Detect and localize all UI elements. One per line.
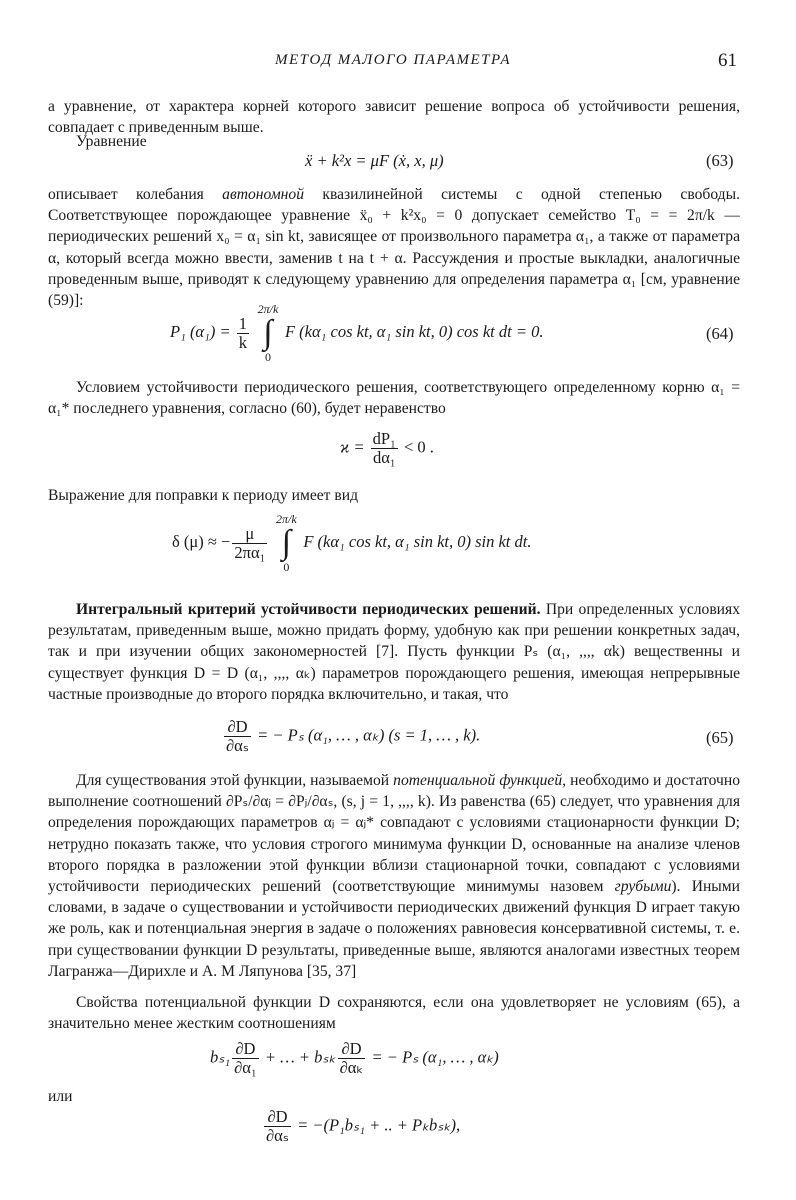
paragraph-8: Свойства потенциальной функции D сохраняются, если она удовлетворяет не условиям (65), а значительно менее жестким соотношениям bbox=[48, 994, 740, 1033]
equation-63-number: (63) bbox=[706, 151, 734, 170]
equation-c-fraction bbox=[264, 1108, 291, 1145]
equation-64-fraction bbox=[237, 315, 249, 352]
equation-65-fraction bbox=[224, 718, 251, 755]
paragraph-4: Условием устойчивости периодического решения, соответствующего определенному корню α₁ = α₁* последнего уравнения, согласно (60), будет неравенство bbox=[48, 379, 740, 418]
equation-b-term-2: + … + bₛₖ bbox=[260, 1047, 336, 1067]
paragraph-7-text-e: ). Иными словами, в задаче о существовании и устойчивости периодических движений функция D играет такую же роль, как и потенциальная энергия в задаче о положениях равновесия консервативной системы, т. е. при существовании функции D результаты, приведенные выше, являются аналогами известных теорем Лагранжа—Дирихле и А. М Ляпунова [35, 37] bbox=[48, 878, 740, 980]
equation-64-integral bbox=[255, 302, 281, 364]
equation-b-frac1-num: ∂D bbox=[232, 1040, 259, 1059]
stability-condition bbox=[340, 430, 434, 467]
stability-rhs: < 0 . bbox=[399, 437, 434, 457]
equation-64-number: (64) bbox=[706, 324, 734, 343]
integral-sign-icon: ∫ bbox=[263, 314, 273, 351]
equation-c bbox=[262, 1108, 460, 1145]
paragraph-7-emphasis-1: потенциальной функцией, bbox=[393, 772, 567, 789]
equation-c-frac-num: ∂D bbox=[264, 1108, 291, 1127]
stability-frac-num: dP₁ bbox=[372, 429, 396, 448]
stability-lhs: ϰ = bbox=[340, 437, 369, 457]
page-number: 61 bbox=[718, 50, 737, 71]
equation-64-lower-limit: 0 bbox=[264, 350, 271, 364]
equation-65-number: (65) bbox=[706, 728, 734, 747]
paragraph-6-text: При определенных условиях результатам, приведенным выше, можно придать форму, удобную как при решении конкретных задач, так и при изучении общих закономерностей [7]. Пусть функции Pₛ (α₁, ,,,, αk) вещественны и существует функция D = D (α₁, ,,,, αₖ) параметров порождающего решения, имеющая непрерывные частные производные до второго порядка включительно, и такая, что bbox=[48, 601, 741, 703]
paragraph-9: или bbox=[48, 1088, 73, 1105]
paragraph-7-emphasis-2: грубыми bbox=[614, 878, 672, 896]
running-title: МЕТОД МАЛОГО ПАРАМЕТРА bbox=[275, 52, 512, 68]
integral-sign-icon: ∫ bbox=[281, 524, 291, 561]
equation-b-frac2-num: ∂D bbox=[338, 1040, 366, 1059]
paragraph-3-text-a: описывает колебания bbox=[48, 186, 223, 203]
paragraph-7-text-a: Для существования этой функции, называемой bbox=[76, 772, 394, 789]
equation-65-frac-den: ∂αₛ bbox=[226, 736, 249, 755]
paragraph-3-text-c: квазилинейной системы с одной степенью свободы. Соответствующее порождающее уравнение ẍ₀ + k²x₀ = 0 допускает семейство T₀ = = 2π/k — периодических решений x₀ = α₁ sin kt, зависящее от произвольного параметра α₁, а также от параметра α, который всегда можно ввести, заменив t на t + α. Рассуждения и простые выкладки, аналогичные проведенным выше, приводят к следующему уравнению для определения параметра α₁ [см, уравнение (59)]: bbox=[48, 186, 740, 310]
paragraph-7 bbox=[48, 770, 740, 982]
equation-b-frac2-den: ∂αₖ bbox=[339, 1058, 364, 1077]
equation-b-term-1: bₛ₁ bbox=[210, 1047, 231, 1067]
paragraph-7-text-c: необходимо и достаточно выполнение соотношений ∂Pₛ/∂αⱼ = ∂Pⱼ/∂αₛ, (s, j = 1, ,,,, k). Из равенства (65) следует, что уравнения для определения порождающих параметров αⱼ = αⱼ* совпадают с условиями стационарности функции D; нетрудно показать также, что условия строгого минимума функции D, основанные на анализе членов второго порядка в разложении этой функции вблизи стационарной точки, совпадают с условиями устойчивости периодических решений (соответствующие минимумы назовем bbox=[48, 772, 740, 896]
equation-65-rhs: = − Pₛ (α₁, … , αₖ) (s = 1, … , k). bbox=[252, 725, 481, 745]
period-fraction bbox=[232, 525, 267, 562]
period-integral bbox=[273, 512, 299, 574]
equation-b-fraction-1 bbox=[232, 1040, 259, 1077]
paragraph-3 bbox=[48, 184, 740, 311]
equation-b bbox=[210, 1040, 499, 1077]
period-correction-equation bbox=[172, 512, 531, 574]
equation-64-upper-limit: 2π/k bbox=[257, 302, 279, 316]
stability-fraction bbox=[371, 430, 398, 467]
paragraph-2: Уравнение bbox=[76, 133, 147, 150]
equation-64-lhs: P₁ (α₁) = bbox=[170, 321, 235, 341]
paragraph-1: а уравнение, от характера корней которого зависит решение вопроса об устойчивости решения, совпадает с приведенным выше. bbox=[48, 98, 740, 137]
running-header bbox=[0, 50, 796, 74]
stability-frac-den: dα₁ bbox=[372, 448, 396, 467]
period-frac-num: μ bbox=[232, 525, 267, 544]
equation-65-frac-num: ∂D bbox=[224, 718, 251, 737]
equation-c-rhs: = −(P₁bₛ₁ + .. + Pₖbₛₖ), bbox=[292, 1115, 461, 1135]
equation-c-frac-den: ∂αₛ bbox=[266, 1126, 289, 1145]
section-heading: Интегральный критерий устойчивости периодических решений. bbox=[76, 601, 541, 618]
period-lower-limit: 0 bbox=[283, 560, 290, 574]
equation-b-rhs: = − Pₛ (α₁, … , αₖ) bbox=[367, 1047, 499, 1067]
period-rhs: F (kα₁ cos kt, α₁ sin kt, 0) sin kt dt. bbox=[303, 531, 532, 551]
equation-65 bbox=[222, 718, 480, 755]
period-lhs: δ (μ) ≈ − bbox=[172, 531, 231, 551]
equation-64-frac-num: 1 bbox=[238, 313, 247, 333]
period-upper-limit: 2π/k bbox=[276, 512, 297, 526]
equation-b-fraction-2 bbox=[338, 1040, 366, 1077]
paragraph-6 bbox=[48, 599, 740, 705]
period-frac-den: 2πα₁ bbox=[234, 542, 266, 562]
paragraph-5: Выражение для поправки к периоду имеет вид bbox=[48, 487, 359, 504]
equation-63 bbox=[305, 151, 444, 171]
equation-64-rhs: F (kα₁ cos kt, α₁ sin kt, 0) cos kt dt = 0. bbox=[284, 321, 544, 341]
equation-63-body: ẍ + k²x = μF (ẋ, x, μ) bbox=[305, 151, 444, 170]
equation-64-frac-den: k bbox=[238, 332, 247, 352]
paragraph-3-emphasis: автономной bbox=[222, 186, 305, 203]
equation-64 bbox=[170, 302, 543, 364]
equation-b-frac1-den: ∂α₁ bbox=[234, 1058, 257, 1077]
